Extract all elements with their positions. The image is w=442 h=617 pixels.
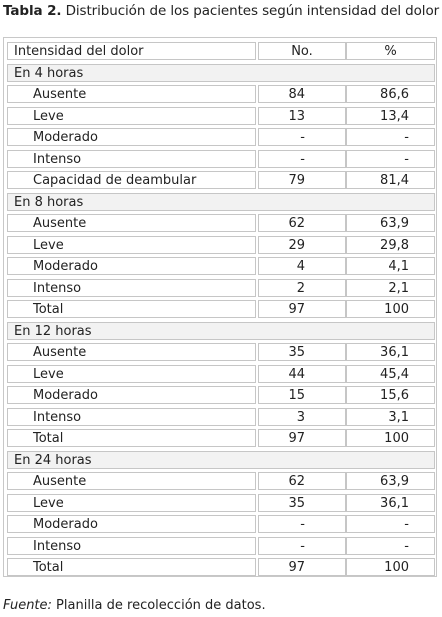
row-label: Capacidad de deambular [7,171,256,189]
source-note [3,597,266,614]
row-label: Leve [7,494,256,512]
row-label: Moderado [7,257,256,275]
row-count: 79 [258,171,346,189]
column-header-intensity: Intensidad del dolor [7,42,256,60]
row-label: Intenso [7,537,256,555]
row-percent: - [346,515,435,533]
table-caption [3,3,441,20]
row-count: 62 [258,214,346,232]
row-label: Ausente [7,85,256,103]
row-percent: 63,9 [346,214,435,232]
data-table [3,37,437,577]
column-header-percent: % [346,42,435,60]
group-label: En 8 horas [7,193,435,211]
row-label: Moderado [7,386,256,404]
row-percent: 100 [346,558,435,576]
row-count: 3 [258,408,346,426]
row-count: 62 [258,472,346,490]
row-count: - [258,128,346,146]
row-label: Leve [7,107,256,125]
row-count: 35 [258,343,346,361]
row-count: 13 [258,107,346,125]
group-label: En 24 horas [7,451,435,469]
row-label: Ausente [7,343,256,361]
row-percent: 36,1 [346,494,435,512]
row-percent: 4,1 [346,257,435,275]
row-count: - [258,515,346,533]
row-label: Intenso [7,279,256,297]
row-percent: 45,4 [346,365,435,383]
row-percent: 29,8 [346,236,435,254]
row-percent: - [346,128,435,146]
row-count: 35 [258,494,346,512]
row-label: Leve [7,365,256,383]
row-label: Moderado [7,128,256,146]
source-text: Planilla de recolección de datos. [56,598,266,613]
row-percent: 63,9 [346,472,435,490]
row-label: Intenso [7,408,256,426]
row-label: Total [7,558,256,576]
row-percent: 36,1 [346,343,435,361]
row-percent: - [346,537,435,555]
row-percent: 13,4 [346,107,435,125]
row-count: 84 [258,85,346,103]
row-percent: 86,6 [346,85,435,103]
row-percent: 100 [346,300,435,318]
row-count: 2 [258,279,346,297]
caption-label: Tabla 2. [3,3,62,19]
group-label: En 4 horas [7,64,435,82]
row-count: 29 [258,236,346,254]
row-count: 44 [258,365,346,383]
row-count: - [258,537,346,555]
row-label: Total [7,300,256,318]
row-label: Moderado [7,515,256,533]
column-header-count: No. [258,42,346,60]
row-label: Intenso [7,150,256,168]
row-label: Ausente [7,214,256,232]
row-percent: 100 [346,429,435,447]
row-count: - [258,150,346,168]
source-label: Fuente: [3,598,52,613]
row-count: 97 [258,429,346,447]
row-count: 4 [258,257,346,275]
row-percent: 3,1 [346,408,435,426]
row-label: Total [7,429,256,447]
row-count: 97 [258,558,346,576]
row-percent: 15,6 [346,386,435,404]
caption-text: Distribución de los pacientes según intensidad del dolor [65,3,440,19]
row-percent: 81,4 [346,171,435,189]
row-count: 97 [258,300,346,318]
row-label: Leve [7,236,256,254]
row-label: Ausente [7,472,256,490]
group-label: En 12 horas [7,322,435,340]
row-count: 15 [258,386,346,404]
row-percent: 2,1 [346,279,435,297]
row-percent: - [346,150,435,168]
